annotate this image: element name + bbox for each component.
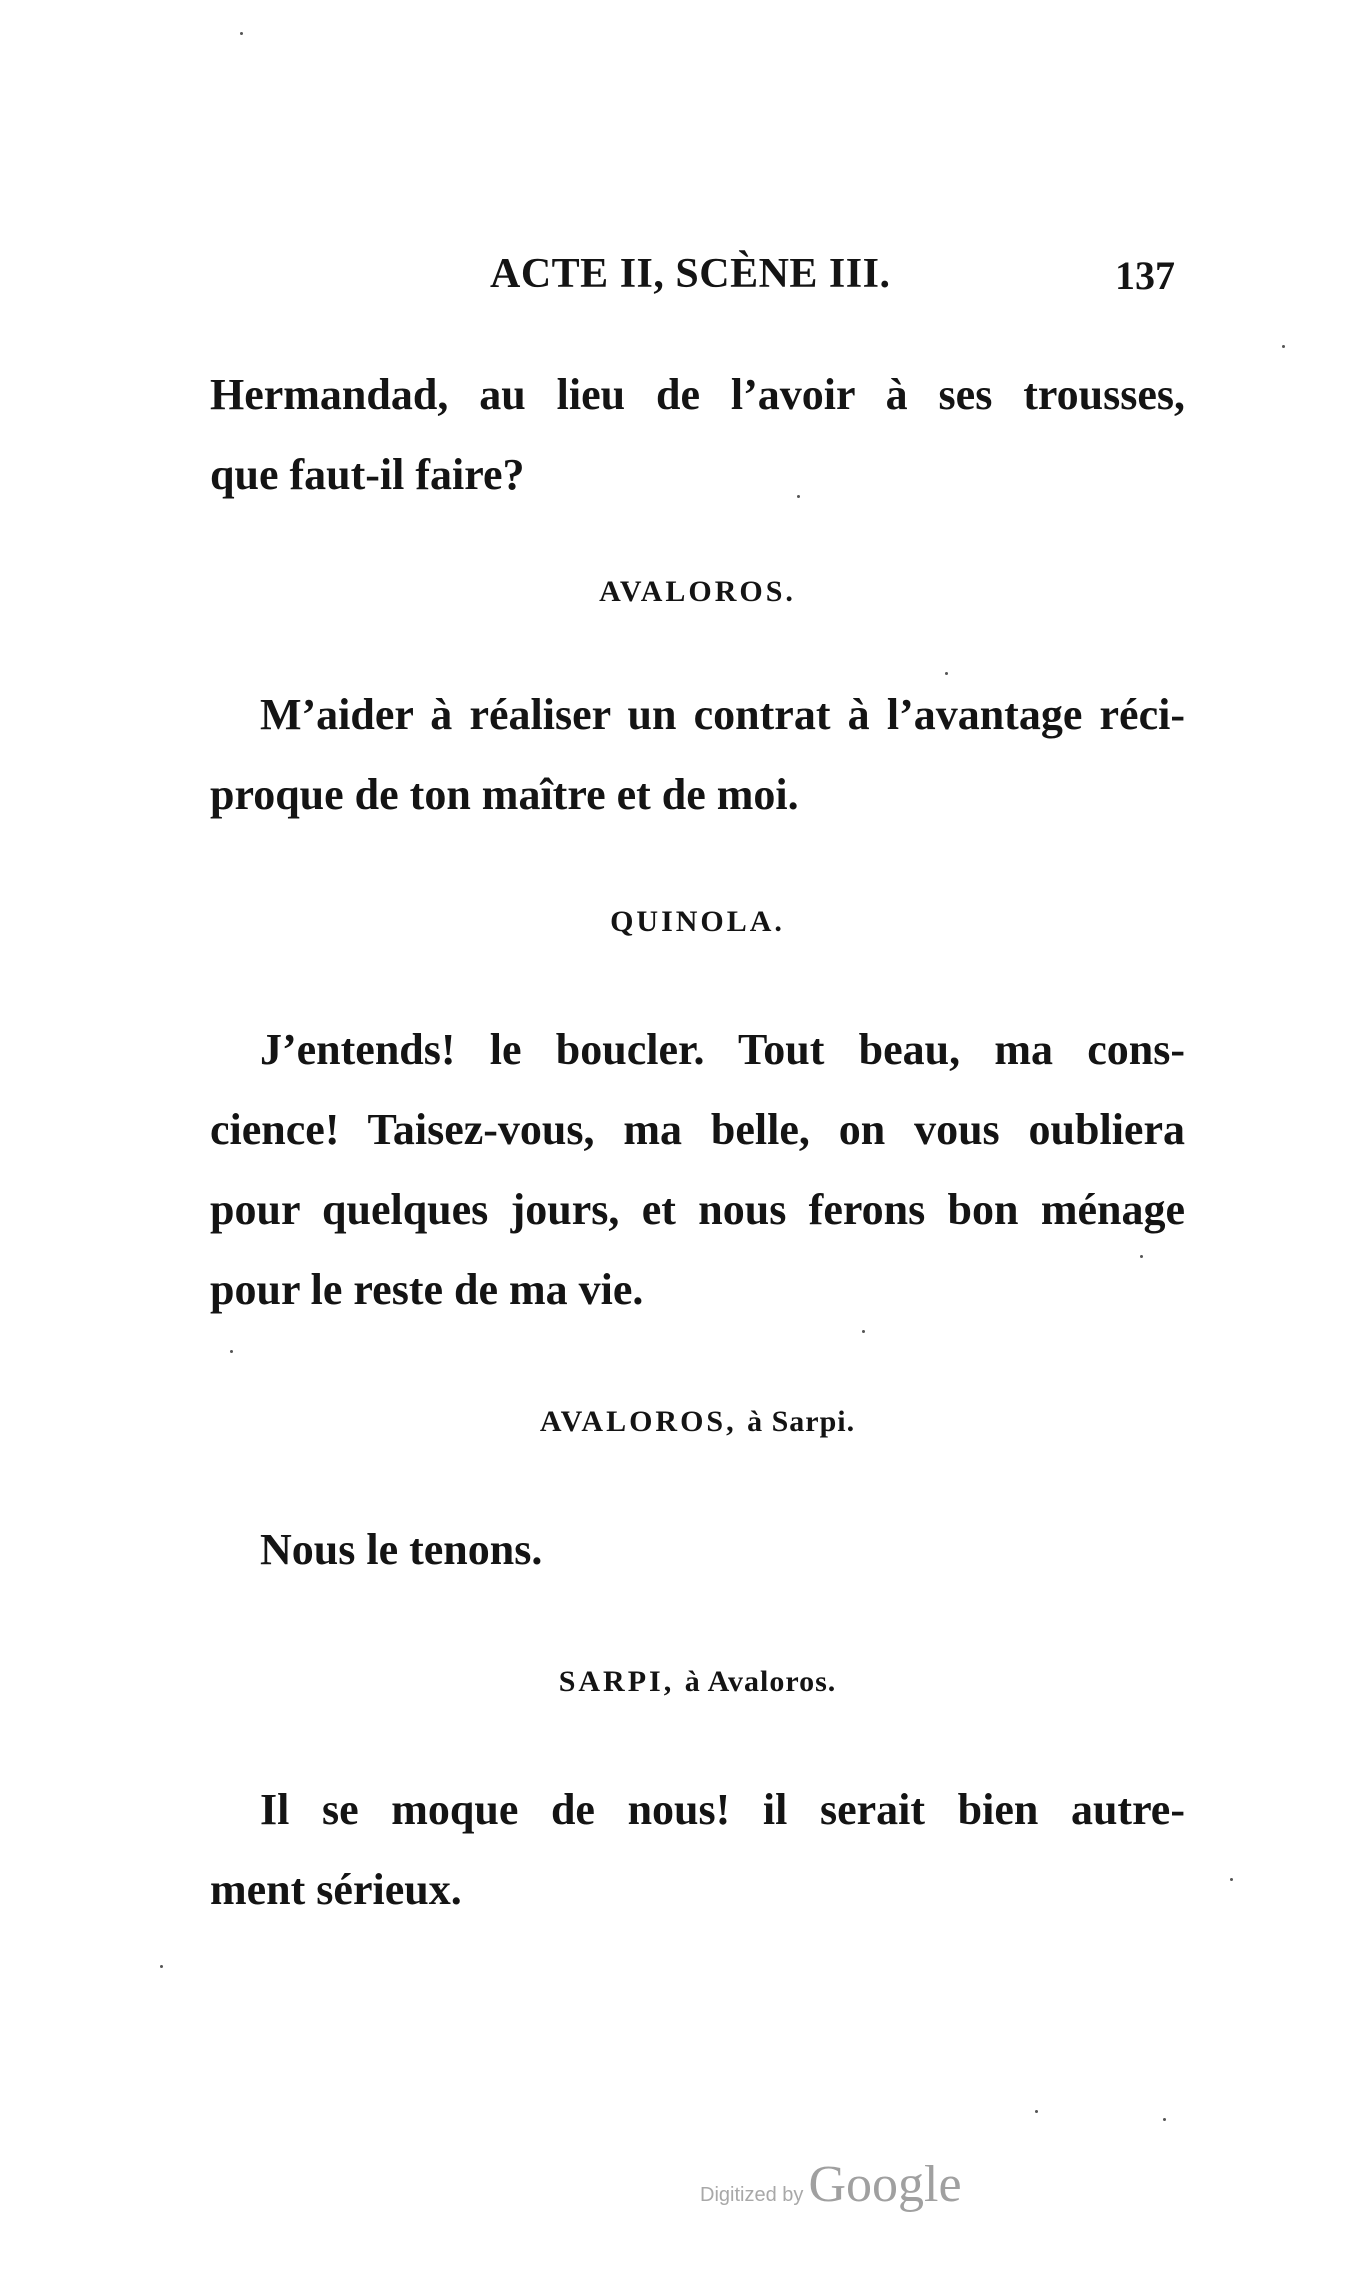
text-line: J’entends! le boucler. Tout beau, ma cons- bbox=[260, 1025, 1185, 1074]
text-line: Hermandad, au lieu de l’avoir à ses trousses, bbox=[210, 370, 1185, 419]
text-line: pour quelques jours, et nous ferons bon ménage bbox=[210, 1185, 1185, 1234]
paragraph-avaloros-reply bbox=[210, 675, 1185, 835]
scan-speck bbox=[797, 495, 800, 498]
text-line: M’aider à réaliser un contrat à l’avantage réci- bbox=[260, 690, 1185, 739]
watermark-caption: Digitized by bbox=[700, 2184, 804, 2206]
speaker-label-avaloros-to-sarpi bbox=[210, 1405, 1185, 1439]
text-line: proque de ton maître et de moi. bbox=[210, 770, 799, 819]
page-number: 137 bbox=[1115, 253, 1175, 298]
google-logo: Google bbox=[808, 2156, 962, 2213]
scan-speck bbox=[862, 1330, 865, 1333]
paragraph-quinola-reply bbox=[210, 1010, 1185, 1330]
text-line: Il se moque de nous! il serait bien autre- bbox=[260, 1785, 1185, 1834]
scan-speck bbox=[240, 32, 243, 35]
digitized-by-google-watermark bbox=[700, 2155, 962, 2214]
speaker-label-avaloros bbox=[210, 575, 1185, 609]
text-line: pour le reste de ma vie. bbox=[210, 1265, 644, 1314]
speaker-label-quinola bbox=[210, 905, 1185, 939]
speaker-name: AVALOROS, bbox=[539, 1405, 737, 1438]
speaker-name: QUINOLA. bbox=[610, 905, 785, 938]
scan-speck bbox=[1140, 1255, 1143, 1258]
text-line: ment sérieux. bbox=[210, 1865, 462, 1914]
text-line: Nous le tenons. bbox=[260, 1525, 543, 1574]
running-head-title: ACTE II, SCÈNE III. bbox=[490, 251, 891, 297]
paragraph-sarpi-reply bbox=[210, 1770, 1185, 1930]
stage-direction: à Sarpi. bbox=[747, 1405, 856, 1438]
speaker-name: SARPI, bbox=[558, 1665, 675, 1698]
scan-speck bbox=[945, 672, 948, 675]
scan-speck bbox=[1163, 2118, 1166, 2121]
stage-direction: à Avaloros. bbox=[684, 1665, 837, 1698]
text-line: que faut-il faire? bbox=[210, 450, 525, 499]
scan-speck bbox=[230, 1350, 233, 1353]
text-line: cience! Taisez-vous, ma belle, on vous oubliera bbox=[210, 1105, 1185, 1154]
scan-speck bbox=[1282, 345, 1285, 348]
paragraph-continuation bbox=[210, 355, 1185, 515]
speaker-name: AVALOROS. bbox=[599, 575, 796, 608]
scan-speck bbox=[1035, 2110, 1038, 2113]
scan-speck bbox=[1230, 1878, 1233, 1881]
running-head bbox=[210, 250, 1185, 310]
speaker-label-sarpi-to-avaloros bbox=[210, 1665, 1185, 1699]
scan-speck bbox=[160, 1965, 163, 1968]
paragraph-avaloros-line bbox=[210, 1510, 1185, 1590]
